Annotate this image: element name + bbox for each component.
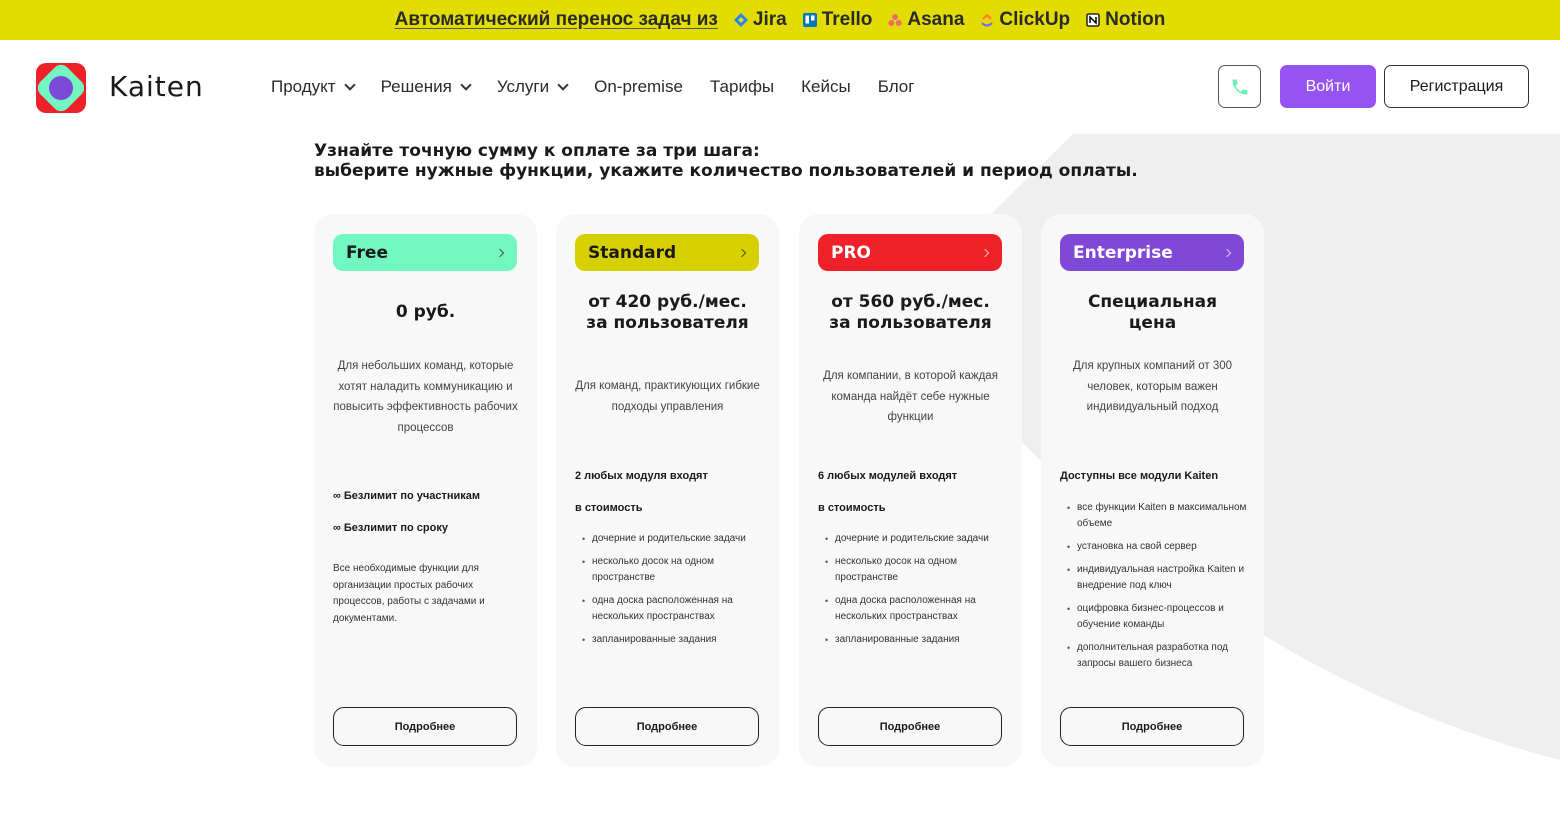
list-item: • одна доска расположенная на нескольких пространствах: [825, 593, 1015, 625]
plan-description: Для небольших команд, которые хотят наладить коммуникацию и повысить эффективность рабочих процессов: [333, 360, 518, 434]
plan-tier-enterprise[interactable]: Enterprise: [1060, 234, 1244, 271]
plan-extra-text: Все необходимые функции для организации простых рабочих процессов, работы с задачами и документами.: [333, 563, 485, 624]
list-item: • запланированные задания: [582, 632, 772, 648]
nav-product[interactable]: Продукт: [271, 77, 354, 97]
chevron-right-icon: [738, 248, 746, 256]
import-link[interactable]: Автоматический перенос задач из: [394, 9, 718, 30]
nav-services[interactable]: Услуги: [497, 77, 567, 97]
plan-price: Специальная цена: [1087, 292, 1218, 333]
plan-modules: 2 любых модуля входят: [575, 470, 708, 482]
plan-modules: Доступны все модули Kaiten: [1060, 470, 1219, 482]
list-item: • установка на свой сервер: [1067, 539, 1257, 555]
plan-tier-pro[interactable]: PRO: [818, 234, 1002, 271]
chevron-down-icon: [557, 79, 568, 90]
plan-feature-list: [825, 531, 1015, 655]
plan-description: Для компании, в которой каждая команда найдёт себе нужные функции: [823, 370, 998, 423]
plan-price: от 560 руб./мес. за пользователя: [829, 292, 992, 333]
kaiten-logo[interactable]: [36, 63, 86, 113]
plan-card-free: [314, 214, 537, 767]
nav-solutions[interactable]: Решения: [381, 77, 470, 97]
plan-description: Для крупных компаний от 300 человек, которым важен индивидуальный подход: [1072, 360, 1233, 413]
chevron-right-icon: [496, 248, 504, 256]
list-item: • дочерние и родительские задачи: [582, 531, 772, 547]
plan-card-enterprise: [1041, 214, 1264, 767]
more-button-free[interactable]: Подробнее: [333, 707, 517, 746]
list-item: • дополнительная разработка под запросы вашего бизнеса: [1067, 640, 1257, 672]
list-item: • все функции Kaiten в максимальном объеме: [1067, 500, 1257, 532]
plan-feature-list: [1067, 500, 1257, 679]
list-item: • несколько досок на одном пространстве: [582, 554, 772, 586]
source-asana[interactable]: Asana: [888, 9, 964, 31]
phone-icon: [1230, 77, 1250, 97]
nav-pricing[interactable]: Тарифы: [709, 77, 775, 96]
list-item: • оцифровка бизнес-процессов и обучение команды: [1067, 601, 1257, 633]
plan-card-standard: [556, 214, 779, 767]
chevron-right-icon: [981, 248, 989, 256]
list-item: • несколько досок на одном пространстве: [825, 554, 1015, 586]
register-button[interactable]: Регистрация: [1384, 65, 1529, 108]
plan-card-pro: [799, 214, 1022, 767]
plan-modules: в стоимость: [818, 502, 886, 514]
plan-modules: в стоимость: [575, 502, 643, 514]
source-trello[interactable]: Trello: [803, 9, 873, 31]
chevron-down-icon: [460, 79, 471, 90]
nav-on-premise[interactable]: On-premise: [594, 77, 683, 96]
pricing-intro: Узнайте точную сумму к оплате за три шага: выберите нужные функции, укажите количество пользователей и период оплаты.: [314, 141, 1138, 181]
source-notion[interactable]: Notion: [1086, 9, 1165, 31]
plan-feature: ∞ Безлимит по сроку: [333, 522, 448, 534]
plan-description: Для команд, практикующих гибкие подходы управления: [575, 380, 760, 413]
more-button-pro[interactable]: Подробнее: [818, 707, 1002, 746]
plan-price: 0 руб.: [395, 302, 456, 322]
source-jira[interactable]: Jira: [734, 9, 787, 31]
nav-cases[interactable]: Кейсы: [801, 77, 851, 96]
brand-name[interactable]: Kaiten: [109, 70, 204, 103]
list-item: • одна доска расположенная на нескольких пространствах: [582, 593, 772, 625]
site-header: [0, 40, 1560, 134]
plan-tier-standard[interactable]: Standard: [575, 234, 759, 271]
plan-feature-list: [582, 531, 772, 655]
main-nav: [271, 77, 914, 97]
source-clickup[interactable]: ClickUp: [980, 9, 1070, 31]
nav-blog[interactable]: Блог: [877, 77, 915, 96]
list-item: • запланированные задания: [825, 632, 1015, 648]
plan-tier-free[interactable]: Free: [333, 234, 517, 271]
list-item: • дочерние и родительские задачи: [825, 531, 1015, 547]
plan-feature: ∞ Безлимит по участникам: [333, 490, 481, 502]
phone-button[interactable]: [1218, 65, 1261, 108]
more-button-standard[interactable]: Подробнее: [575, 707, 759, 746]
plan-modules: 6 любых модулей входят: [818, 470, 958, 482]
chevron-down-icon: [344, 79, 355, 90]
login-button[interactable]: Войти: [1280, 65, 1376, 108]
more-button-enterprise[interactable]: Подробнее: [1060, 707, 1244, 746]
chevron-right-icon: [1223, 248, 1231, 256]
list-item: • индивидуальная настройка Kaiten и внедрение под ключ: [1067, 562, 1257, 594]
plan-price: от 420 руб./мес. за пользователя: [586, 292, 749, 333]
